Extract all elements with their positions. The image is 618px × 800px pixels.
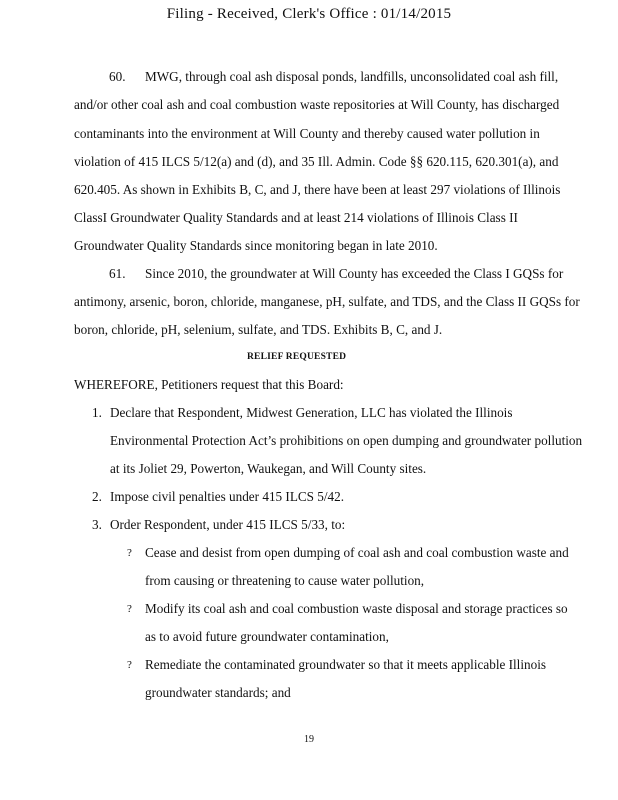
para-60-number: 60.	[109, 69, 126, 84]
para-61-line: Since 2010, the groundwater at Will County has exceeded the Class I GQSs for	[145, 266, 564, 281]
relief-item-number: 3.	[92, 517, 102, 532]
para-60-line: Groundwater Quality Standards since monitoring began in late 2010.	[74, 238, 438, 253]
relief-item-line: at its Joliet 29, Powerton, Waukegan, and Will County sites.	[110, 461, 427, 476]
para-60-line: 620.405. As shown in Exhibits B, C, and J, there have been at least 297 violations of Illinois	[74, 182, 561, 197]
para-61-line: boron, chloride, pH, selenium, sulfate, and TDS. Exhibits B, C, and J.	[74, 322, 443, 337]
relief-requested-heading: RELIEF REQUESTED	[247, 352, 347, 362]
para-60-line: MWG, through coal ash disposal ponds, landfills, unconsolidated coal ash fill,	[145, 69, 559, 84]
sub-item-line: Modify its coal ash and coal combustion waste disposal and storage practices so	[145, 601, 568, 616]
sub-item-line: groundwater standards; and	[145, 685, 291, 700]
bullet-marker-icon: ?	[127, 603, 132, 615]
bullet-marker-icon: ?	[127, 659, 132, 671]
bullet-marker-icon: ?	[127, 547, 132, 559]
para-60-line: contaminants into the environment at Will County and thereby caused water pollution in	[74, 126, 540, 141]
relief-item-line: Declare that Respondent, Midwest Generation, LLC has violated the Illinois	[110, 405, 513, 420]
para-60-line: violation of 415 ILCS 5/12(a) and (d), and 35 Ill. Admin. Code §§ 620.115, 620.301(a), and	[74, 154, 559, 169]
para-61-number: 61.	[109, 266, 126, 281]
filing-header: Filing - Received, Clerk's Office : 01/14/2015	[166, 6, 452, 22]
relief-item-line: Environmental Protection Act’s prohibitions on open dumping and groundwater pollution	[110, 433, 583, 448]
relief-item-number: 1.	[92, 405, 102, 420]
para-60-line: ClassI Groundwater Quality Standards and at least 214 violations of Illinois Class II	[74, 210, 518, 225]
sub-item-line: from causing or threatening to cause water pollution,	[145, 573, 425, 588]
para-61-line: antimony, arsenic, boron, chloride, manganese, pH, sulfate, and TDS, and the Class II GQSs for	[74, 294, 580, 309]
sub-item-line: Cease and desist from open dumping of coal ash and coal combustion waste and	[145, 545, 569, 560]
wherefore-clause: WHEREFORE, Petitioners request that this Board:	[74, 377, 344, 392]
relief-item-line: Impose civil penalties under 415 ILCS 5/42.	[110, 489, 345, 504]
relief-item-line: Order Respondent, under 415 ILCS 5/33, to:	[110, 517, 346, 532]
sub-item-line: Remediate the contaminated groundwater so that it meets applicable Illinois	[145, 657, 546, 672]
sub-item-line: as to avoid future groundwater contamination,	[145, 629, 389, 644]
relief-item-number: 2.	[92, 489, 102, 504]
para-60-line: and/or other coal ash and coal combustion waste repositories at Will County, has discharged	[74, 97, 560, 112]
page-number: 19	[304, 734, 314, 745]
